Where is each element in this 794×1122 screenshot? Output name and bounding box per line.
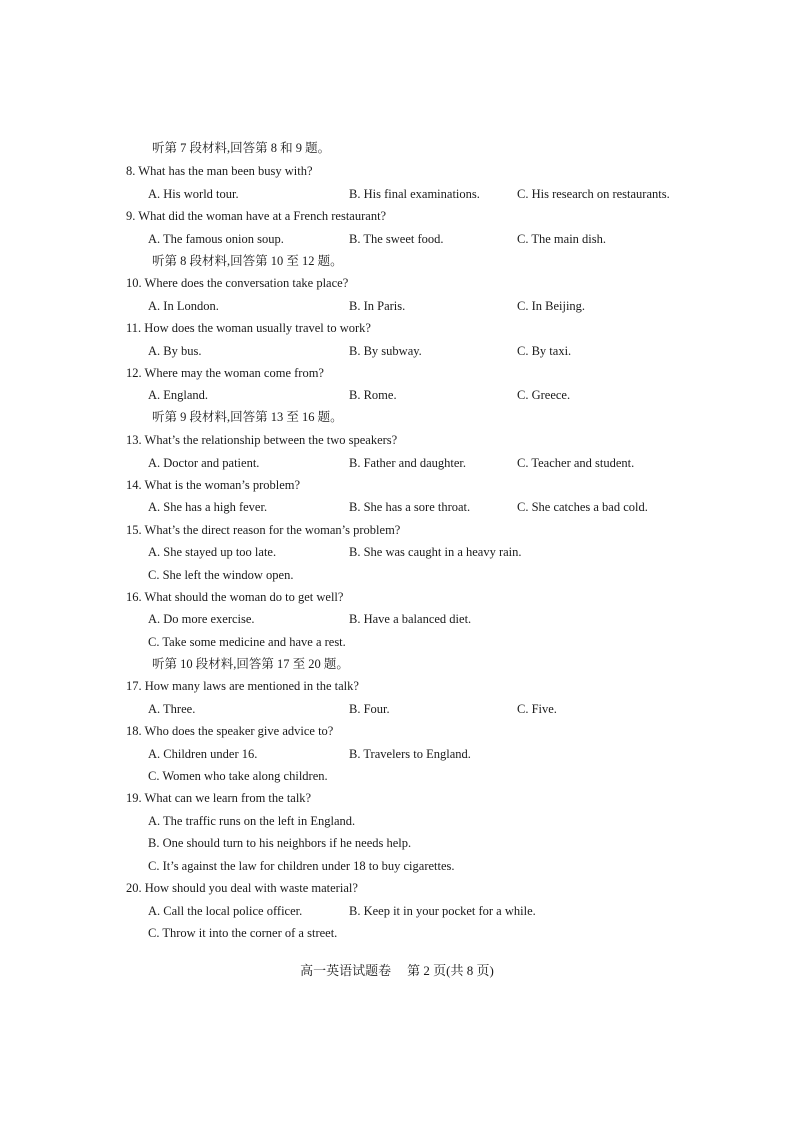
option-a: A. His world tour. xyxy=(148,187,239,201)
question-stem: 10. Where does the conversation take place? xyxy=(126,276,349,290)
footer-page-number: 第 2 页(共 8 页) xyxy=(407,963,494,978)
option-a: A. Doctor and patient. xyxy=(148,456,260,470)
question-stem: 9. What did the woman have at a French restaurant? xyxy=(126,209,387,223)
option-a: A. The traffic runs on the left in England. xyxy=(148,814,356,828)
option-a: A. Call the local police officer. xyxy=(148,904,303,918)
option-c: C. Five. xyxy=(517,702,557,716)
option-c: C. Take some medicine and have a rest. xyxy=(148,635,346,649)
question-stem: 16. What should the woman do to get well? xyxy=(126,590,344,604)
question-stem: 14. What is the woman’s problem? xyxy=(126,478,301,492)
option-b: B. Rome. xyxy=(349,388,397,402)
option-a: A. England. xyxy=(148,388,209,402)
option-b: B. Father and daughter. xyxy=(349,456,466,470)
option-c: C. The main dish. xyxy=(517,232,607,246)
option-c: C. She catches a bad cold. xyxy=(517,500,648,514)
question-stem: 11. How does the woman usually travel to work? xyxy=(126,321,371,335)
question-stem: 18. Who does the speaker give advice to? xyxy=(126,724,334,738)
option-c: C. Teacher and student. xyxy=(517,456,635,470)
option-c: C. It’s against the law for children under 18 to buy cigarettes. xyxy=(148,859,455,873)
option-c: C. Throw it into the corner of a street. xyxy=(148,926,338,940)
question-stem: 20. How should you deal with waste material? xyxy=(126,881,358,895)
footer-title: 高一英语试题卷 xyxy=(300,963,392,978)
option-a: A. She has a high fever. xyxy=(148,500,268,514)
option-b: B. In Paris. xyxy=(349,299,406,313)
question-stem: 17. How many laws are mentioned in the talk? xyxy=(126,679,359,693)
option-a: A. Three. xyxy=(148,702,196,716)
section-instruction: 听第 7 段材料,回答第 8 和 9 题。 xyxy=(152,141,331,155)
option-c: C. In Beijing. xyxy=(517,299,586,313)
option-c: C. Greece. xyxy=(517,388,571,402)
option-b: B. Four. xyxy=(349,702,390,716)
option-b: B. She was caught in a heavy rain. xyxy=(349,545,522,559)
option-b: B. Have a balanced diet. xyxy=(349,612,472,626)
question-stem: 13. What’s the relationship between the two speakers? xyxy=(126,433,398,447)
question-stem: 12. Where may the woman come from? xyxy=(126,366,324,380)
option-c: C. She left the window open. xyxy=(148,568,294,582)
option-b: B. One should turn to his neighbors if he needs help. xyxy=(148,836,412,850)
section-instruction: 听第 10 段材料,回答第 17 至 20 题。 xyxy=(152,657,349,671)
section-instruction: 听第 9 段材料,回答第 13 至 16 题。 xyxy=(152,410,343,424)
option-b: B. The sweet food. xyxy=(349,232,444,246)
option-b: B. Travelers to England. xyxy=(349,747,471,761)
option-b: B. Keep it in your pocket for a while. xyxy=(349,904,536,918)
option-a: A. The famous onion soup. xyxy=(148,232,284,246)
option-b: B. By subway. xyxy=(349,344,422,358)
question-stem: 8. What has the man been busy with? xyxy=(126,164,313,178)
option-a: A. In London. xyxy=(148,299,219,313)
question-stem: 19. What can we learn from the talk? xyxy=(126,791,312,805)
option-a: A. By bus. xyxy=(148,344,202,358)
page-footer xyxy=(0,963,794,979)
section-instruction: 听第 8 段材料,回答第 10 至 12 题。 xyxy=(152,254,343,268)
option-c: C. By taxi. xyxy=(517,344,572,358)
option-a: A. Children under 16. xyxy=(148,747,258,761)
option-b: B. His final examinations. xyxy=(349,187,480,201)
option-c: C. His research on restaurants. xyxy=(517,187,670,201)
option-a: A. She stayed up too late. xyxy=(148,545,277,559)
option-c: C. Women who take along children. xyxy=(148,769,328,783)
question-stem: 15. What’s the direct reason for the woman’s problem? xyxy=(126,523,401,537)
option-a: A. Do more exercise. xyxy=(148,612,255,626)
option-b: B. She has a sore throat. xyxy=(349,500,471,514)
